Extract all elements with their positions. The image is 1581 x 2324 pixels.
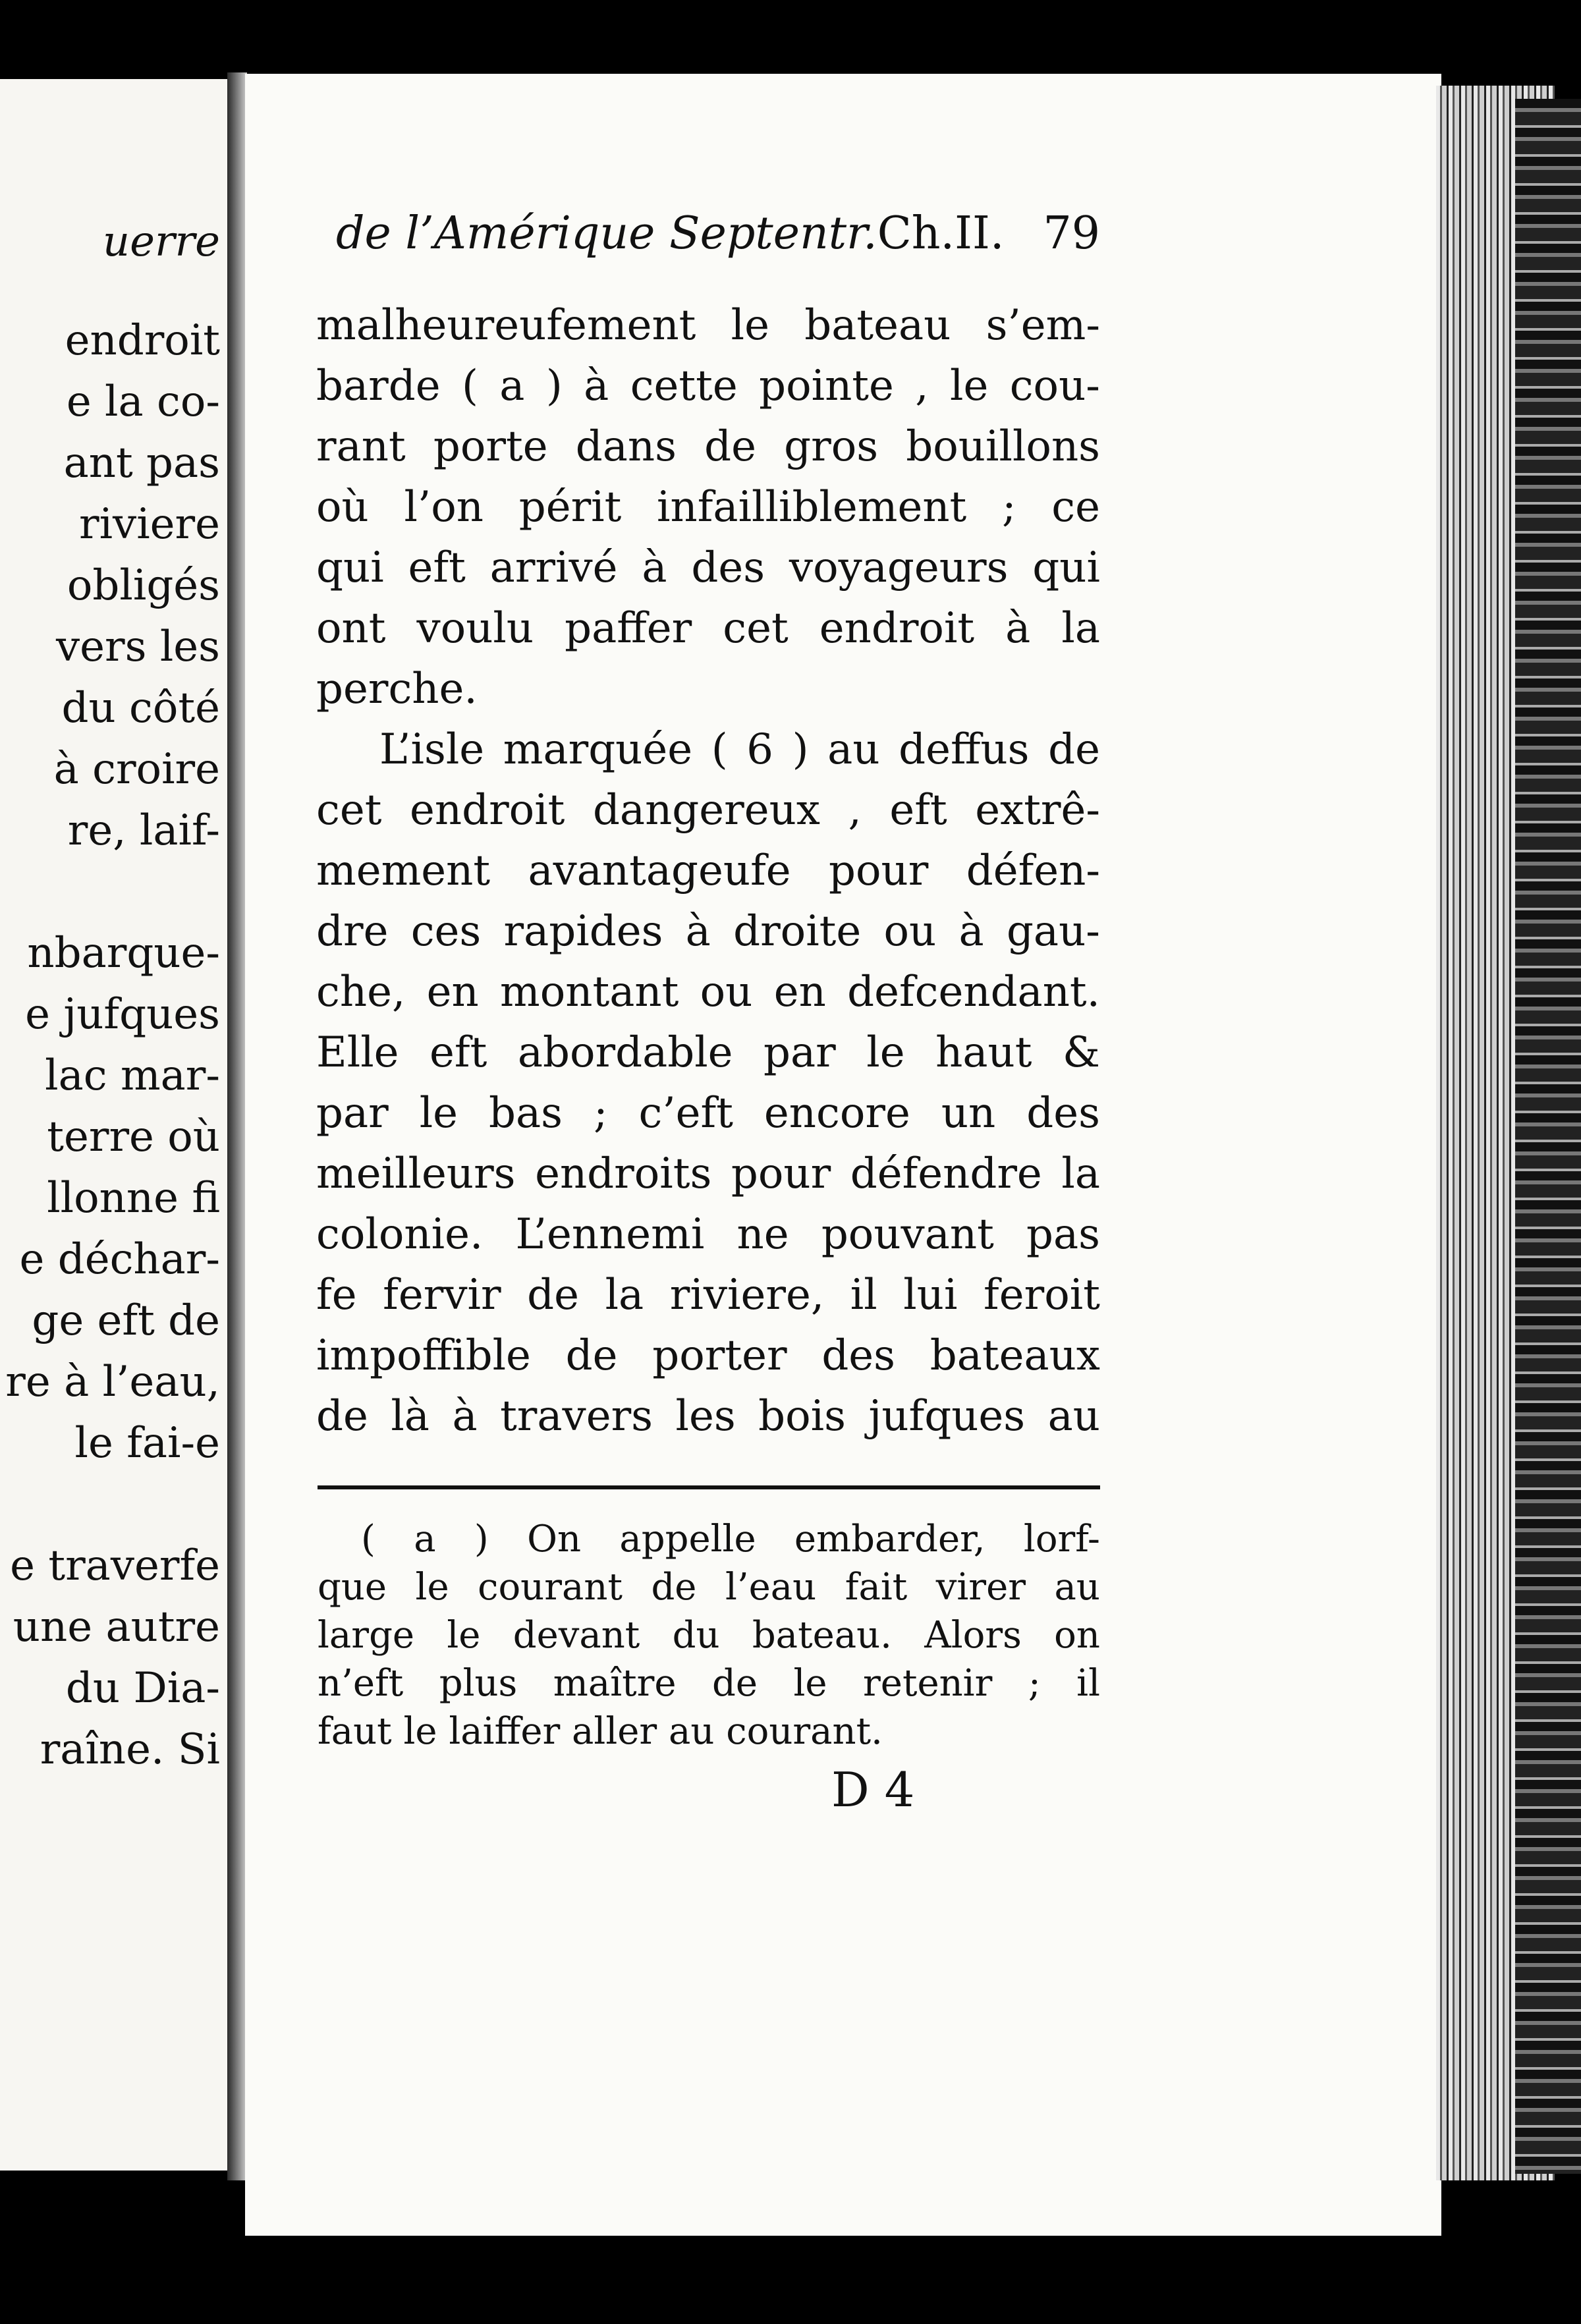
left-running-head: uerre bbox=[102, 217, 220, 266]
left-text-line: ant pas bbox=[63, 439, 220, 487]
body-text bbox=[316, 295, 1100, 1447]
left-text-line: e traverfe bbox=[10, 1541, 220, 1590]
text-line: par le bas ; c’eft encore un des bbox=[316, 1089, 1100, 1138]
left-text-line: obligés bbox=[67, 561, 220, 610]
left-text-line: llonne fi bbox=[47, 1174, 220, 1223]
text-line: cet endroit dangereux , eft extrê- bbox=[316, 786, 1100, 835]
left-text-line: ge eft de bbox=[32, 1296, 220, 1345]
text-line: colonie. L’ennemi ne pouvant pas bbox=[316, 1210, 1100, 1259]
text-line: che, en montant ou en defcendant. bbox=[316, 968, 1100, 1016]
left-text-line: riviere bbox=[78, 500, 220, 549]
left-text-line: le fai-e bbox=[74, 1419, 220, 1468]
text-line: large le devant du bateau. Alors on bbox=[318, 1614, 1100, 1657]
left-text-line: re, laif- bbox=[67, 806, 220, 855]
previous-page-fragment bbox=[0, 79, 232, 2171]
text-line: où l’on périt infailliblement ; ce bbox=[316, 483, 1100, 532]
left-text-line: endroit bbox=[65, 316, 220, 365]
footnote bbox=[318, 1515, 1100, 1756]
left-text-line: e déchar- bbox=[19, 1235, 220, 1284]
text-line: que le courant de l’eau fait virer au bbox=[318, 1566, 1100, 1609]
running-head bbox=[336, 208, 1100, 267]
text-line: n’eft plus maître de le retenir ; il bbox=[318, 1662, 1100, 1705]
text-line: impoffible de porter des bateaux bbox=[316, 1331, 1100, 1380]
text-line: Elle eft abordable par le haut & bbox=[316, 1028, 1100, 1077]
page-number: 79 bbox=[1043, 208, 1100, 260]
text-line: meilleurs endroits pour défendre la bbox=[316, 1149, 1100, 1198]
left-text-line: nbarque- bbox=[27, 929, 220, 978]
text-line: perche. bbox=[316, 665, 478, 713]
chapter-label: Ch.II. bbox=[877, 208, 1005, 260]
left-text-line: du Dia- bbox=[65, 1664, 220, 1713]
left-text-line: à croire bbox=[53, 745, 220, 794]
text-line: rant porte dans de gros bouillons bbox=[316, 422, 1100, 471]
text-line: mement avantageufe pour défen- bbox=[316, 846, 1100, 895]
left-text-line: une autre bbox=[13, 1603, 220, 1651]
left-text-line: raîne. Si bbox=[40, 1725, 220, 1774]
running-head-title: de l’Amérique Septentr.Ch.II. bbox=[336, 208, 1005, 260]
left-text-line: e jufques bbox=[25, 990, 220, 1039]
book-spine-edge bbox=[1515, 99, 1581, 2174]
left-text-line: e la co- bbox=[66, 377, 220, 426]
text-line: L’isle marquée ( 6 ) au deffus de bbox=[379, 725, 1100, 774]
text-line: de là à travers les bois jufques au bbox=[316, 1392, 1100, 1441]
text-line: barde ( a ) à cette pointe , le cou- bbox=[316, 362, 1100, 410]
left-text-line: re à l’eau, bbox=[5, 1358, 220, 1406]
left-text-line: vers les bbox=[56, 622, 220, 671]
left-text-line: du côté bbox=[61, 684, 220, 733]
text-line: ( a ) On appelle embarder, lorf- bbox=[361, 1518, 1100, 1561]
text-line: faut le laiffer aller au courant. bbox=[318, 1710, 883, 1753]
text-line: ont voulu paffer cet endroit à la bbox=[316, 604, 1100, 653]
text-line: dre ces rapides à droite ou à gau- bbox=[316, 907, 1100, 956]
left-text-line: terre où bbox=[47, 1113, 220, 1161]
book-gutter bbox=[227, 72, 247, 2180]
text-line: malheureufement le bateau s’em- bbox=[316, 301, 1100, 350]
footnote-rule bbox=[318, 1485, 1100, 1489]
text-line: fe fervir de la riviere, il lui feroit bbox=[316, 1271, 1100, 1319]
signature-mark: D 4 bbox=[831, 1762, 915, 1817]
text-line: qui eft arrivé à des voyageurs qui bbox=[316, 543, 1100, 592]
left-text-line: lac mar- bbox=[45, 1051, 220, 1100]
